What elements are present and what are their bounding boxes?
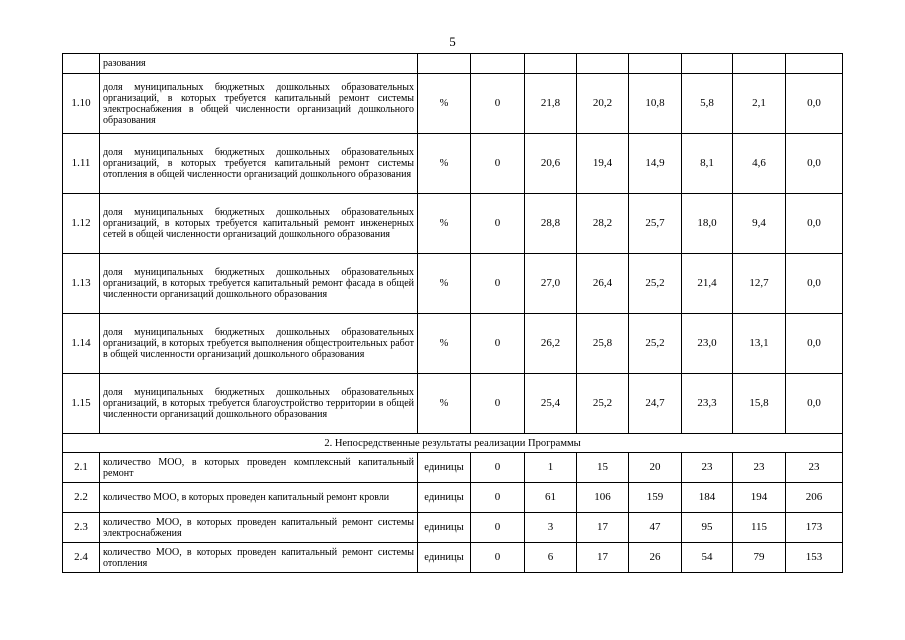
- table-row: [63, 134, 843, 194]
- section-title: 2. Непосредственные результаты реализации Программы: [63, 434, 843, 453]
- row-value: 23,3: [682, 374, 733, 434]
- row-unit: единицы: [418, 453, 471, 483]
- row-number: 2.1: [63, 453, 100, 483]
- row-value: 23,0: [682, 314, 733, 374]
- continuation-row: [63, 54, 843, 74]
- row-number: 2.3: [63, 513, 100, 543]
- row-unit: %: [418, 74, 471, 134]
- row-description: количество МОО, в которых проведен капитальный ремонт кровли: [100, 483, 418, 513]
- row-description: доля муниципальных бюджетных дошкольных образовательных организаций, в которых требуется капитальный ремонт фасада в общей численности организаций дошкольного образования: [100, 254, 418, 314]
- section-header-row: [63, 434, 843, 453]
- row-value: 15: [577, 453, 629, 483]
- row-unit: единицы: [418, 483, 471, 513]
- row-value: 95: [682, 513, 733, 543]
- row-number: 1.13: [63, 254, 100, 314]
- row-value: 20,2: [577, 74, 629, 134]
- row-value: 19,4: [577, 134, 629, 194]
- row-value: 184: [682, 483, 733, 513]
- row-value: 153: [786, 543, 843, 573]
- row-value: 47: [629, 513, 682, 543]
- row-unit: %: [418, 194, 471, 254]
- row-value: 25,2: [629, 254, 682, 314]
- row-value: 0: [471, 374, 525, 434]
- table-row: [63, 543, 843, 573]
- row-value: 106: [577, 483, 629, 513]
- row-value: 0: [471, 513, 525, 543]
- row-number: 1.11: [63, 134, 100, 194]
- row-value: 20,6: [525, 134, 577, 194]
- row-value: 0: [471, 483, 525, 513]
- table-row: [63, 483, 843, 513]
- row-value: 0: [471, 314, 525, 374]
- row-value: 28,8: [525, 194, 577, 254]
- row-value: 0: [471, 74, 525, 134]
- indicators-table: [62, 53, 843, 573]
- row-value: 25,8: [577, 314, 629, 374]
- row-unit: %: [418, 134, 471, 194]
- row-number: 1.12: [63, 194, 100, 254]
- row-value: 26,2: [525, 314, 577, 374]
- row-value: 0,0: [786, 74, 843, 134]
- row-value: 0,0: [786, 194, 843, 254]
- row-value: 8,1: [682, 134, 733, 194]
- row-value: 14,9: [629, 134, 682, 194]
- row-value: 159: [629, 483, 682, 513]
- row-value: 23: [733, 453, 786, 483]
- row-value: 23: [786, 453, 843, 483]
- row-value: 54: [682, 543, 733, 573]
- row-value: 206: [786, 483, 843, 513]
- row-description: доля муниципальных бюджетных дошкольных образовательных организаций, в которых требуется капитальный ремонт инженерных сетей в общей численности организаций дошкольного образования: [100, 194, 418, 254]
- row-description: доля муниципальных бюджетных дошкольных образовательных организаций, в которых требуется выполнения общестроительных работ в общей численности организаций дошкольного образования: [100, 314, 418, 374]
- table-row: [63, 314, 843, 374]
- row-value: 115: [733, 513, 786, 543]
- row-value: 25,4: [525, 374, 577, 434]
- row-number: 2.4: [63, 543, 100, 573]
- row-value: 0,0: [786, 134, 843, 194]
- row-unit: единицы: [418, 543, 471, 573]
- row-value: 0: [471, 543, 525, 573]
- page-number: 5: [449, 34, 456, 49]
- row-value: 0: [471, 254, 525, 314]
- table-row: [63, 453, 843, 483]
- row-value: 23: [682, 453, 733, 483]
- row-value: 12,7: [733, 254, 786, 314]
- row-description: доля муниципальных бюджетных дошкольных образовательных организаций, в которых требуется благоустройство территории в общей численности организаций дошкольного образования: [100, 374, 418, 434]
- row-value: 9,4: [733, 194, 786, 254]
- row-value: 25,7: [629, 194, 682, 254]
- row-value: 25,2: [629, 314, 682, 374]
- row-number: 1.10: [63, 74, 100, 134]
- row-value: 6: [525, 543, 577, 573]
- row-value: 25,2: [577, 374, 629, 434]
- row-value: 26: [629, 543, 682, 573]
- table-row: [63, 254, 843, 314]
- table-row: [63, 374, 843, 434]
- row-value: 13,1: [733, 314, 786, 374]
- row-value: 1: [525, 453, 577, 483]
- row-description: количество МОО, в которых проведен комплексный капитальный ремонт: [100, 453, 418, 483]
- row-description: доля муниципальных бюджетных дошкольных образовательных организаций, в которых требуется капитальный ремонт системы электроснабжения в общей численности организаций дошкольного образования: [100, 74, 418, 134]
- row-value: 28,2: [577, 194, 629, 254]
- row-value: 4,6: [733, 134, 786, 194]
- row-number: 1.15: [63, 374, 100, 434]
- table-row: [63, 194, 843, 254]
- row-value: 15,8: [733, 374, 786, 434]
- num-cell: [63, 54, 100, 74]
- row-unit: %: [418, 254, 471, 314]
- row-value: 0,0: [786, 254, 843, 314]
- row-value: 21,8: [525, 74, 577, 134]
- row-value: 5,8: [682, 74, 733, 134]
- table-row: [63, 74, 843, 134]
- row-number: 2.2: [63, 483, 100, 513]
- row-value: 79: [733, 543, 786, 573]
- row-value: 10,8: [629, 74, 682, 134]
- row-value: 61: [525, 483, 577, 513]
- row-value: 0: [471, 134, 525, 194]
- row-unit: %: [418, 314, 471, 374]
- row-value: 17: [577, 513, 629, 543]
- row-value: 27,0: [525, 254, 577, 314]
- row-value: 3: [525, 513, 577, 543]
- row-value: 0: [471, 453, 525, 483]
- row-value: 18,0: [682, 194, 733, 254]
- row-description: доля муниципальных бюджетных дошкольных образовательных организаций, в которых требуется капитальный ремонт системы отопления в общей численности организаций дошкольного образования: [100, 134, 418, 194]
- row-value: 26,4: [577, 254, 629, 314]
- desc-cell: разования: [100, 54, 418, 74]
- row-unit: единицы: [418, 513, 471, 543]
- row-value: 21,4: [682, 254, 733, 314]
- row-value: 194: [733, 483, 786, 513]
- row-unit: %: [418, 374, 471, 434]
- row-value: 173: [786, 513, 843, 543]
- row-value: 20: [629, 453, 682, 483]
- row-value: 0,0: [786, 314, 843, 374]
- row-number: 1.14: [63, 314, 100, 374]
- row-value: 24,7: [629, 374, 682, 434]
- row-value: 0: [471, 194, 525, 254]
- row-value: 2,1: [733, 74, 786, 134]
- row-description: количество МОО, в которых проведен капитальный ремонт системы электроснабжения: [100, 513, 418, 543]
- row-value: 0,0: [786, 374, 843, 434]
- table-row: [63, 513, 843, 543]
- row-value: 17: [577, 543, 629, 573]
- row-description: количество МОО, в которых проведен капитальный ремонт системы отопления: [100, 543, 418, 573]
